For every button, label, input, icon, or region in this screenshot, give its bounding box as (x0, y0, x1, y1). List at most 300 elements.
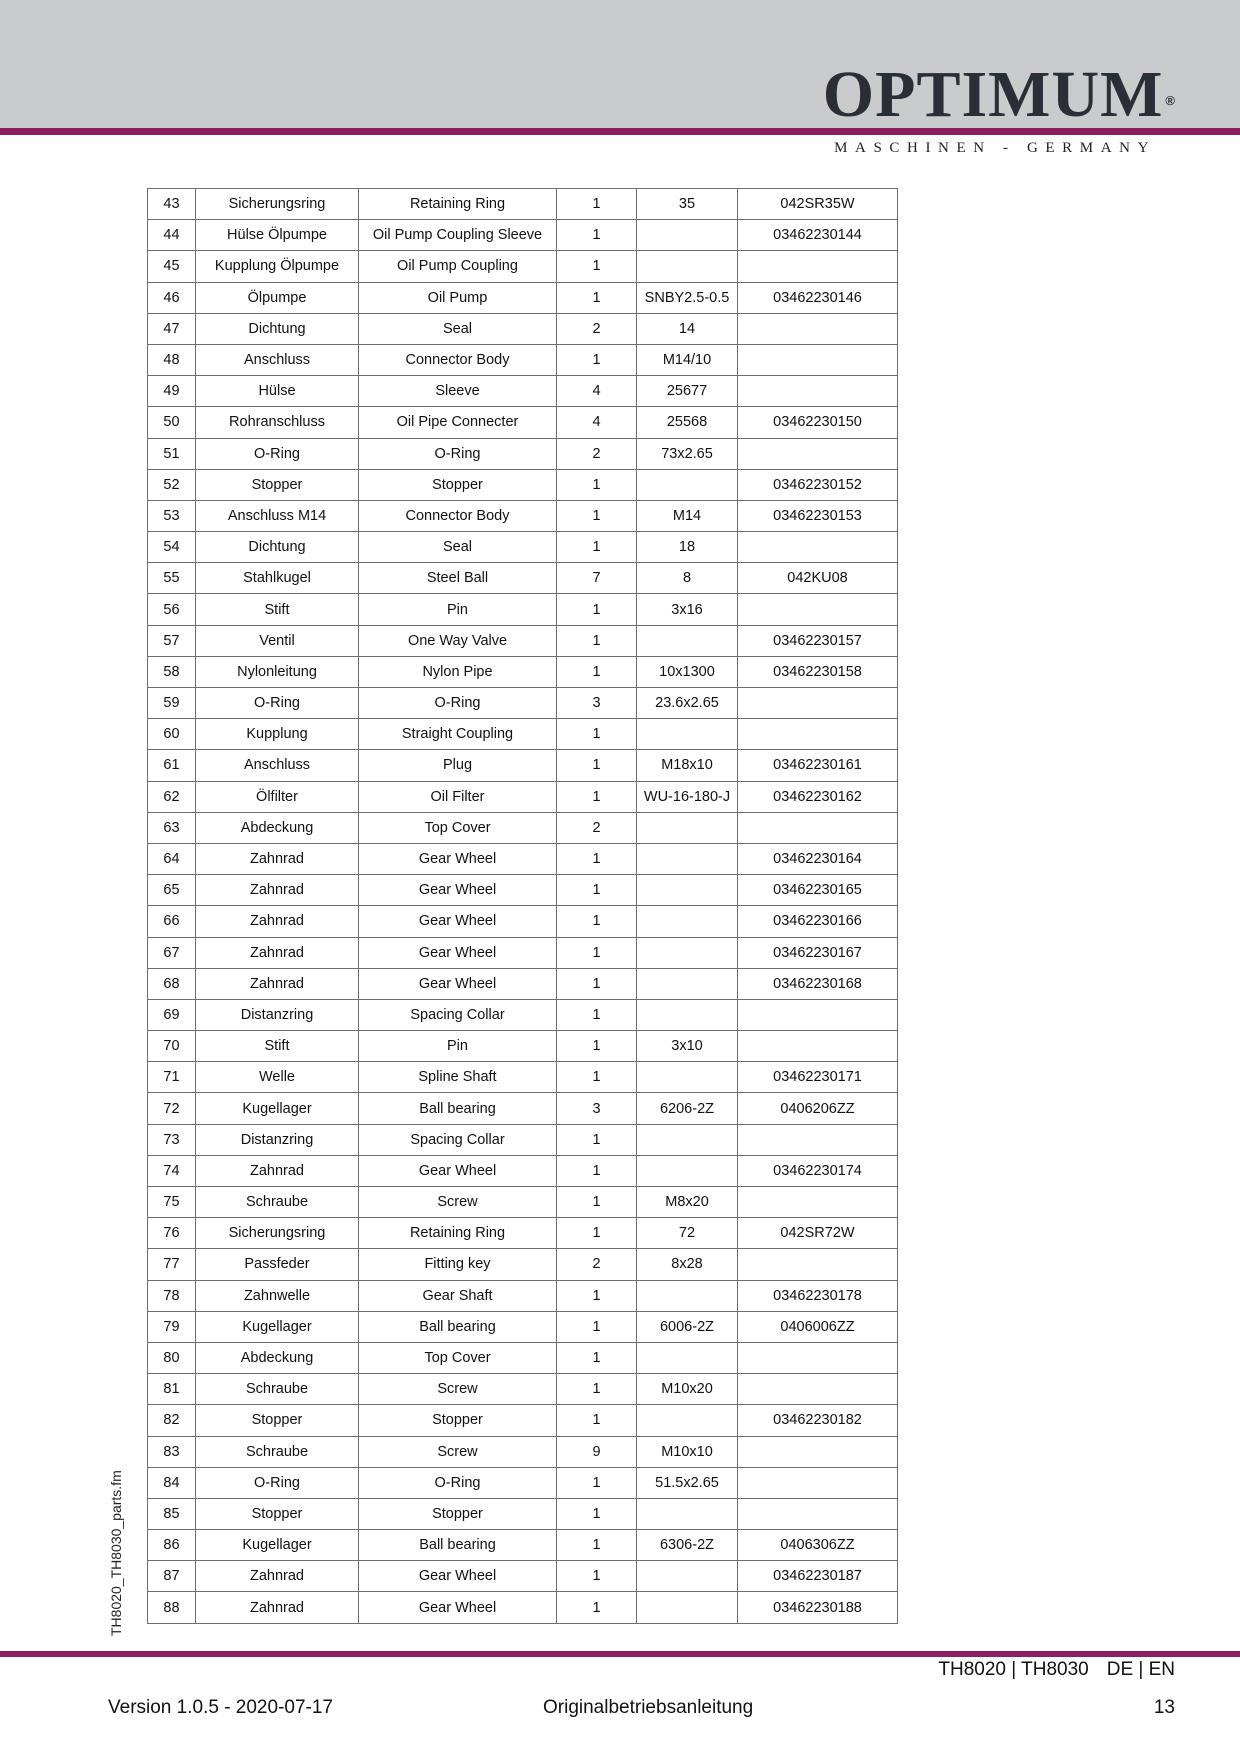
table-row (148, 1405, 898, 1436)
quantity-cell: 1 (557, 532, 637, 563)
english-name-cell: Fitting key (359, 1249, 557, 1280)
position-cell: 52 (148, 469, 196, 500)
article-number-cell: 03462230178 (738, 1280, 898, 1311)
registered-mark: ® (1165, 93, 1176, 108)
quantity-cell: 1 (557, 781, 637, 812)
table-row (148, 344, 898, 375)
quantity-cell: 7 (557, 563, 637, 594)
table-row (148, 376, 898, 407)
size-cell (637, 812, 738, 843)
size-cell: SNBY2.5-0.5 (637, 282, 738, 313)
quantity-cell: 1 (557, 1280, 637, 1311)
german-name-cell: Ölfilter (196, 781, 359, 812)
page-number: 13 (1153, 1697, 1175, 1718)
german-name-cell: Anschluss M14 (196, 500, 359, 531)
footer-model (938, 1659, 1175, 1681)
table-row (148, 1592, 898, 1623)
size-cell: M10x20 (637, 1374, 738, 1405)
german-name-cell: Hülse Ölpumpe (196, 220, 359, 251)
german-name-cell: Ölpumpe (196, 282, 359, 313)
table-row (148, 1249, 898, 1280)
table-row (148, 220, 898, 251)
english-name-cell: Spline Shaft (359, 1062, 557, 1093)
table-row (148, 781, 898, 812)
article-number-cell: 0406306ZZ (738, 1530, 898, 1561)
position-cell: 71 (148, 1062, 196, 1093)
english-name-cell: Screw (359, 1374, 557, 1405)
size-cell: 23.6x2.65 (637, 688, 738, 719)
quantity-cell: 1 (557, 251, 637, 282)
quantity-cell: 1 (557, 344, 637, 375)
english-name-cell: Pin (359, 1031, 557, 1062)
quantity-cell: 1 (557, 1498, 637, 1529)
article-number-cell: 03462230174 (738, 1155, 898, 1186)
table-row (148, 1280, 898, 1311)
english-name-cell: Seal (359, 532, 557, 563)
size-cell (637, 625, 738, 656)
table-row (148, 906, 898, 937)
parts-table-body (148, 189, 898, 1624)
english-name-cell: Gear Shaft (359, 1280, 557, 1311)
article-number-cell (738, 1124, 898, 1155)
english-name-cell: Ball bearing (359, 1093, 557, 1124)
footer-accent-rule (0, 1651, 1240, 1657)
size-cell (637, 1592, 738, 1623)
quantity-cell: 4 (557, 376, 637, 407)
position-cell: 61 (148, 750, 196, 781)
table-row (148, 1498, 898, 1529)
english-name-cell: Gear Wheel (359, 906, 557, 937)
article-number-cell: 03462230158 (738, 656, 898, 687)
table-row (148, 438, 898, 469)
quantity-cell: 1 (557, 1530, 637, 1561)
german-name-cell: Schraube (196, 1436, 359, 1467)
german-name-cell: Hülse (196, 376, 359, 407)
size-cell (637, 1498, 738, 1529)
english-name-cell: Oil Pump (359, 282, 557, 313)
quantity-cell: 1 (557, 1467, 637, 1498)
quantity-cell: 3 (557, 1093, 637, 1124)
article-number-cell: 03462230167 (738, 937, 898, 968)
english-name-cell: Gear Wheel (359, 937, 557, 968)
quantity-cell: 4 (557, 407, 637, 438)
table-row (148, 189, 898, 220)
german-name-cell: O-Ring (196, 1467, 359, 1498)
quantity-cell: 1 (557, 875, 637, 906)
position-cell: 79 (148, 1311, 196, 1342)
article-number-cell (738, 1249, 898, 1280)
quantity-cell: 1 (557, 1031, 637, 1062)
article-number-cell (738, 1436, 898, 1467)
german-name-cell: Zahnrad (196, 1561, 359, 1592)
english-name-cell: Oil Pump Coupling (359, 251, 557, 282)
size-cell: 35 (637, 189, 738, 220)
table-row (148, 968, 898, 999)
position-cell: 70 (148, 1031, 196, 1062)
table-row (148, 1155, 898, 1186)
german-name-cell: Schraube (196, 1187, 359, 1218)
english-name-cell: Gear Wheel (359, 1592, 557, 1623)
size-cell (637, 1342, 738, 1373)
size-cell: WU-16-180-J (637, 781, 738, 812)
quantity-cell: 1 (557, 906, 637, 937)
english-name-cell: Gear Wheel (359, 1561, 557, 1592)
table-row (148, 719, 898, 750)
quantity-cell: 9 (557, 1436, 637, 1467)
table-row (148, 1530, 898, 1561)
english-name-cell: Connector Body (359, 500, 557, 531)
table-row (148, 500, 898, 531)
article-number-cell (738, 812, 898, 843)
article-number-cell: 042KU08 (738, 563, 898, 594)
english-name-cell: Stopper (359, 469, 557, 500)
german-name-cell: Stopper (196, 469, 359, 500)
english-name-cell: Stopper (359, 1405, 557, 1436)
position-cell: 48 (148, 344, 196, 375)
position-cell: 78 (148, 1280, 196, 1311)
position-cell: 86 (148, 1530, 196, 1561)
article-number-cell: 0406206ZZ (738, 1093, 898, 1124)
position-cell: 58 (148, 656, 196, 687)
position-cell: 65 (148, 875, 196, 906)
position-cell: 51 (148, 438, 196, 469)
parts-table (147, 188, 898, 1624)
article-number-cell (738, 594, 898, 625)
quantity-cell: 2 (557, 313, 637, 344)
article-number-cell: 042SR35W (738, 189, 898, 220)
german-name-cell: Zahnrad (196, 968, 359, 999)
size-cell (637, 1561, 738, 1592)
quantity-cell: 1 (557, 1311, 637, 1342)
english-name-cell: One Way Valve (359, 625, 557, 656)
quantity-cell: 1 (557, 220, 637, 251)
german-name-cell: Sicherungsring (196, 189, 359, 220)
position-cell: 62 (148, 781, 196, 812)
size-cell (637, 937, 738, 968)
article-number-cell: 03462230171 (738, 1062, 898, 1093)
quantity-cell: 1 (557, 625, 637, 656)
table-row (148, 1187, 898, 1218)
german-name-cell: Stift (196, 1031, 359, 1062)
size-cell (637, 1155, 738, 1186)
article-number-cell: 03462230182 (738, 1405, 898, 1436)
german-name-cell: Dichtung (196, 313, 359, 344)
size-cell: 3x10 (637, 1031, 738, 1062)
article-number-cell: 0406006ZZ (738, 1311, 898, 1342)
quantity-cell: 1 (557, 1405, 637, 1436)
size-cell (637, 875, 738, 906)
table-row (148, 1561, 898, 1592)
size-cell (637, 1280, 738, 1311)
english-name-cell: Screw (359, 1187, 557, 1218)
position-cell: 55 (148, 563, 196, 594)
article-number-cell: 03462230153 (738, 500, 898, 531)
size-cell (637, 220, 738, 251)
size-cell (637, 906, 738, 937)
position-cell: 44 (148, 220, 196, 251)
size-cell: 51.5x2.65 (637, 1467, 738, 1498)
english-name-cell: Retaining Ring (359, 189, 557, 220)
footer-languages: DE | EN (1106, 1659, 1175, 1680)
position-cell: 83 (148, 1436, 196, 1467)
english-name-cell: Nylon Pipe (359, 656, 557, 687)
quantity-cell: 1 (557, 1374, 637, 1405)
article-number-cell (738, 532, 898, 563)
brand-tagline: MASCHINEN - GERMANY (834, 140, 1156, 156)
english-name-cell: Gear Wheel (359, 843, 557, 874)
german-name-cell: Rohranschluss (196, 407, 359, 438)
position-cell: 80 (148, 1342, 196, 1373)
english-name-cell: Oil Filter (359, 781, 557, 812)
position-cell: 84 (148, 1467, 196, 1498)
quantity-cell: 1 (557, 189, 637, 220)
article-number-cell: 03462230188 (738, 1592, 898, 1623)
size-cell: 25568 (637, 407, 738, 438)
quantity-cell: 1 (557, 500, 637, 531)
position-cell: 76 (148, 1218, 196, 1249)
english-name-cell: Gear Wheel (359, 1155, 557, 1186)
english-name-cell: O-Ring (359, 438, 557, 469)
german-name-cell: Kugellager (196, 1093, 359, 1124)
english-name-cell: Top Cover (359, 1342, 557, 1373)
german-name-cell: Schraube (196, 1374, 359, 1405)
position-cell: 72 (148, 1093, 196, 1124)
german-name-cell: Ventil (196, 625, 359, 656)
quantity-cell: 1 (557, 656, 637, 687)
table-row (148, 812, 898, 843)
table-row (148, 750, 898, 781)
position-cell: 81 (148, 1374, 196, 1405)
table-row (148, 1218, 898, 1249)
german-name-cell: Abdeckung (196, 812, 359, 843)
german-name-cell: Anschluss (196, 344, 359, 375)
quantity-cell: 1 (557, 843, 637, 874)
size-cell: M8x20 (637, 1187, 738, 1218)
article-number-cell (738, 376, 898, 407)
quantity-cell: 1 (557, 750, 637, 781)
english-name-cell: Plug (359, 750, 557, 781)
english-name-cell: Straight Coupling (359, 719, 557, 750)
size-cell: 72 (637, 1218, 738, 1249)
table-row (148, 1374, 898, 1405)
position-cell: 77 (148, 1249, 196, 1280)
size-cell (637, 968, 738, 999)
quantity-cell: 1 (557, 1342, 637, 1373)
position-cell: 75 (148, 1187, 196, 1218)
german-name-cell: Stift (196, 594, 359, 625)
article-number-cell: 03462230150 (738, 407, 898, 438)
size-cell: M14 (637, 500, 738, 531)
position-cell: 67 (148, 937, 196, 968)
english-name-cell: Pin (359, 594, 557, 625)
quantity-cell: 1 (557, 968, 637, 999)
table-row (148, 1062, 898, 1093)
english-name-cell: Steel Ball (359, 563, 557, 594)
article-number-cell (738, 1342, 898, 1373)
position-cell: 60 (148, 719, 196, 750)
german-name-cell: Stopper (196, 1405, 359, 1436)
quantity-cell: 1 (557, 1124, 637, 1155)
size-cell (637, 1062, 738, 1093)
german-name-cell: Zahnrad (196, 906, 359, 937)
article-number-cell: 03462230144 (738, 220, 898, 251)
german-name-cell: Zahnrad (196, 937, 359, 968)
article-number-cell (738, 1467, 898, 1498)
article-number-cell: 03462230162 (738, 781, 898, 812)
size-cell: 14 (637, 313, 738, 344)
quantity-cell: 2 (557, 438, 637, 469)
english-name-cell: Retaining Ring (359, 1218, 557, 1249)
table-row (148, 875, 898, 906)
quantity-cell: 3 (557, 688, 637, 719)
english-name-cell: Oil Pipe Connecter (359, 407, 557, 438)
position-cell: 53 (148, 500, 196, 531)
english-name-cell: Stopper (359, 1498, 557, 1529)
article-number-cell: 03462230161 (738, 750, 898, 781)
table-row (148, 1436, 898, 1467)
brand-logo (822, 58, 1176, 131)
position-cell: 57 (148, 625, 196, 656)
table-row (148, 469, 898, 500)
table-row (148, 656, 898, 687)
size-cell: 73x2.65 (637, 438, 738, 469)
table-row (148, 1093, 898, 1124)
quantity-cell: 1 (557, 1187, 637, 1218)
table-row (148, 1124, 898, 1155)
size-cell (637, 469, 738, 500)
size-cell (637, 1124, 738, 1155)
position-cell: 50 (148, 407, 196, 438)
english-name-cell: Connector Body (359, 344, 557, 375)
size-cell (637, 251, 738, 282)
english-name-cell: O-Ring (359, 1467, 557, 1498)
table-row (148, 1342, 898, 1373)
table-row (148, 532, 898, 563)
german-name-cell: Zahnrad (196, 1155, 359, 1186)
table-row (148, 999, 898, 1030)
table-row (148, 1467, 898, 1498)
quantity-cell: 1 (557, 719, 637, 750)
article-number-cell (738, 688, 898, 719)
quantity-cell: 1 (557, 937, 637, 968)
position-cell: 85 (148, 1498, 196, 1529)
position-cell: 66 (148, 906, 196, 937)
english-name-cell: Top Cover (359, 812, 557, 843)
article-number-cell: 03462230166 (738, 906, 898, 937)
german-name-cell: O-Ring (196, 438, 359, 469)
quantity-cell: 1 (557, 1561, 637, 1592)
position-cell: 82 (148, 1405, 196, 1436)
german-name-cell: Kupplung (196, 719, 359, 750)
english-name-cell: Screw (359, 1436, 557, 1467)
position-cell: 47 (148, 313, 196, 344)
size-cell: 6006-2Z (637, 1311, 738, 1342)
size-cell (637, 719, 738, 750)
position-cell: 59 (148, 688, 196, 719)
quantity-cell: 1 (557, 594, 637, 625)
english-name-cell: Spacing Collar (359, 999, 557, 1030)
table-row (148, 313, 898, 344)
footer-model-name: TH8020 | TH8030 (938, 1659, 1089, 1680)
article-number-cell: 03462230165 (738, 875, 898, 906)
english-name-cell: Sleeve (359, 376, 557, 407)
english-name-cell: O-Ring (359, 688, 557, 719)
size-cell: 10x1300 (637, 656, 738, 687)
english-name-cell: Gear Wheel (359, 968, 557, 999)
english-name-cell: Seal (359, 313, 557, 344)
article-number-cell: 03462230152 (738, 469, 898, 500)
german-name-cell: Zahnrad (196, 875, 359, 906)
german-name-cell: Distanzring (196, 1124, 359, 1155)
quantity-cell: 1 (557, 1218, 637, 1249)
size-cell: M14/10 (637, 344, 738, 375)
table-row (148, 625, 898, 656)
quantity-cell: 1 (557, 1592, 637, 1623)
size-cell: M18x10 (637, 750, 738, 781)
article-number-cell (738, 1498, 898, 1529)
table-row (148, 937, 898, 968)
position-cell: 45 (148, 251, 196, 282)
article-number-cell (738, 1374, 898, 1405)
german-name-cell: Zahnrad (196, 843, 359, 874)
size-cell: 8 (637, 563, 738, 594)
german-name-cell: Nylonleitung (196, 656, 359, 687)
brand-name: OPTIMUM (822, 58, 1164, 131)
german-name-cell: Zahnwelle (196, 1280, 359, 1311)
footer-version: Version 1.0.5 - 2020-07-17 (108, 1697, 333, 1718)
position-cell: 43 (148, 189, 196, 220)
table-row (148, 407, 898, 438)
german-name-cell: Dichtung (196, 532, 359, 563)
footer-document-title: Originalbetriebsanleitung (543, 1697, 754, 1718)
article-number-cell: 03462230187 (738, 1561, 898, 1592)
german-name-cell: Anschluss (196, 750, 359, 781)
position-cell: 46 (148, 282, 196, 313)
table-row (148, 563, 898, 594)
position-cell: 49 (148, 376, 196, 407)
position-cell: 64 (148, 843, 196, 874)
position-cell: 74 (148, 1155, 196, 1186)
german-name-cell: Sicherungsring (196, 1218, 359, 1249)
quantity-cell: 1 (557, 999, 637, 1030)
article-number-cell: 03462230164 (738, 843, 898, 874)
article-number-cell (738, 719, 898, 750)
article-number-cell (738, 1187, 898, 1218)
english-name-cell: Gear Wheel (359, 875, 557, 906)
quantity-cell: 1 (557, 282, 637, 313)
english-name-cell: Oil Pump Coupling Sleeve (359, 220, 557, 251)
size-cell: 18 (637, 532, 738, 563)
german-name-cell: O-Ring (196, 688, 359, 719)
position-cell: 68 (148, 968, 196, 999)
article-number-cell (738, 438, 898, 469)
german-name-cell: Welle (196, 1062, 359, 1093)
size-cell (637, 1405, 738, 1436)
article-number-cell: 03462230146 (738, 282, 898, 313)
size-cell (637, 843, 738, 874)
position-cell: 56 (148, 594, 196, 625)
size-cell: M10x10 (637, 1436, 738, 1467)
table-row (148, 1031, 898, 1062)
german-name-cell: Passfeder (196, 1249, 359, 1280)
german-name-cell: Kugellager (196, 1530, 359, 1561)
english-name-cell: Ball bearing (359, 1530, 557, 1561)
article-number-cell (738, 1031, 898, 1062)
article-number-cell: 042SR72W (738, 1218, 898, 1249)
position-cell: 73 (148, 1124, 196, 1155)
position-cell: 87 (148, 1561, 196, 1592)
article-number-cell (738, 313, 898, 344)
